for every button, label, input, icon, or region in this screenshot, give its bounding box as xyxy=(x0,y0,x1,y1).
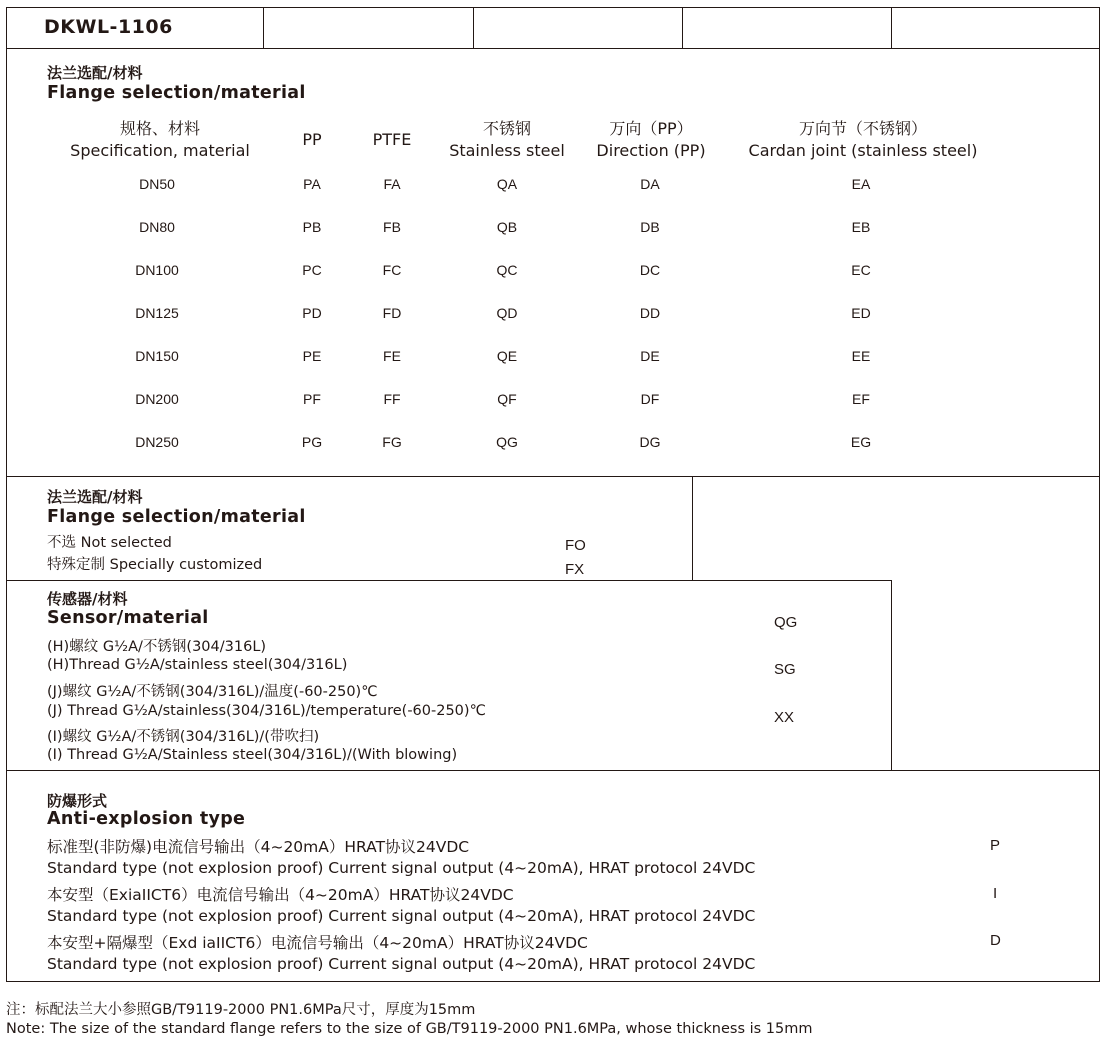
section-title-cn: 法兰选配/材料 xyxy=(47,64,143,82)
code-cell: EF xyxy=(852,391,870,407)
sensor-line: (I) Thread G½A/Stainless steel(304/316L)/(With blowing) xyxy=(47,747,458,763)
code-cell: FA xyxy=(383,176,401,192)
code-cell: QD xyxy=(496,305,518,321)
sensor-line: (J)螺纹 G½A/不锈钢(304/316L)/温度(-60-250)℃ xyxy=(47,684,378,700)
explosion-line-cn: 标准型(非防爆)电流信号输出（4~20mA）HRAT协议24VDC xyxy=(47,838,470,856)
code-cell: DA xyxy=(640,176,660,192)
code-cell: DF xyxy=(640,391,660,407)
sensor-code: QG xyxy=(774,614,798,631)
section-title-en: Flange selection/material xyxy=(47,507,306,527)
code-cell: EG xyxy=(850,434,872,450)
divider xyxy=(891,580,892,770)
code-cell: EC xyxy=(851,262,871,278)
explosion-line-en: Standard type (not explosion proof) Current signal output (4~20mA), HRAT protocol 24VDC xyxy=(47,907,756,925)
code-cell: QF xyxy=(497,391,517,407)
explosion-code: I xyxy=(993,885,998,902)
code-cell: FG xyxy=(382,434,402,450)
code-cell: EB xyxy=(851,219,871,235)
option-label: 不选 Not selected xyxy=(47,535,172,551)
section-title-cn: 防爆形式 xyxy=(47,792,108,810)
code-cell: FE xyxy=(383,348,401,364)
code-cell: QA xyxy=(496,176,518,192)
option-code: FO xyxy=(565,537,586,554)
section-title-en: Anti-explosion type xyxy=(47,809,246,829)
code-cell: FB xyxy=(383,219,401,235)
spec-cell: DN80 xyxy=(139,219,175,235)
code-cell: PD xyxy=(302,305,322,321)
divider xyxy=(6,476,1100,477)
spec-cell: DN125 xyxy=(135,305,179,321)
code-cell: PA xyxy=(303,176,321,192)
code-cell: PG xyxy=(301,434,323,450)
code-cell: QC xyxy=(496,262,518,278)
spec-cell: DN100 xyxy=(135,262,179,278)
code-cell: ED xyxy=(851,305,871,321)
column-header-pp: PP xyxy=(302,130,322,149)
spec-cell: DN200 xyxy=(135,391,179,407)
code-cell: FD xyxy=(382,305,402,321)
code-cell: DB xyxy=(640,219,660,235)
spec-cell: DN50 xyxy=(139,176,175,192)
divider xyxy=(6,48,1100,49)
spec-cell: DN150 xyxy=(135,348,179,364)
section-title-en: Sensor/material xyxy=(47,608,209,628)
code-cell: DC xyxy=(639,262,661,278)
explosion-code: D xyxy=(990,932,1001,949)
code-cell: FF xyxy=(383,391,401,407)
spec-cell: DN250 xyxy=(135,434,179,450)
section-title-cn: 法兰选配/材料 xyxy=(47,488,143,506)
code-cell: PB xyxy=(302,219,322,235)
option-code: FX xyxy=(565,561,585,578)
code-cell: PC xyxy=(302,262,322,278)
sensor-line: (I)螺纹 G½A/不锈钢(304/316L)/(带吹扫) xyxy=(47,729,320,745)
code-cell: DE xyxy=(640,348,660,364)
sensor-line: (J) Thread G½A/stainless(304/316L)/temperature(-60-250)℃ xyxy=(47,703,486,719)
note-cn: 注：标配法兰大小参照GB/T9119-2000 PN1.6MPa尺寸，厚度为15mm xyxy=(6,1002,476,1018)
section-title-cn: 传感器/材料 xyxy=(47,590,128,608)
explosion-line-cn: 本安型（ExiaIICT6）电流信号输出（4~20mA）HRAT协议24VDC xyxy=(47,886,514,904)
code-cell: PF xyxy=(303,391,321,407)
explosion-line-en: Standard type (not explosion proof) Current signal output (4~20mA), HRAT protocol 24VDC xyxy=(47,859,756,877)
divider xyxy=(263,7,264,48)
sensor-code: XX xyxy=(774,709,795,726)
divider xyxy=(6,580,892,581)
sensor-line: (H)Thread G½A/stainless steel(304/316L) xyxy=(47,657,348,673)
divider xyxy=(692,476,693,580)
column-header-stainless: 不锈钢 Stainless steel xyxy=(449,119,565,160)
column-header-spec: 规格、材料 Specification, material xyxy=(70,119,250,160)
code-cell: FC xyxy=(382,262,402,278)
section-title-en: Flange selection/material xyxy=(47,83,306,103)
code-cell: DD xyxy=(639,305,661,321)
model-number: DKWL-1106 xyxy=(44,16,173,38)
code-cell: QG xyxy=(496,434,518,450)
code-cell: DG xyxy=(639,434,661,450)
column-header-cardan: 万向节（不锈钢） Cardan joint (stainless steel) xyxy=(748,119,978,160)
option-label: 特殊定制 Specially customized xyxy=(47,557,263,573)
code-cell: QE xyxy=(496,348,518,364)
sensor-code: SG xyxy=(774,661,796,678)
sensor-line: (H)螺纹 G½A/不锈钢(304/316L) xyxy=(47,639,267,655)
divider xyxy=(891,7,892,48)
code-cell: PE xyxy=(302,348,322,364)
divider xyxy=(6,770,1100,771)
divider xyxy=(682,7,683,48)
code-cell: EA xyxy=(851,176,871,192)
explosion-line-cn: 本安型+隔爆型（Exd iaIICT6）电流信号输出（4~20mA）HRAT协议24VDC xyxy=(47,934,588,952)
note-en: Note: The size of the standard flange refers to the size of GB/T9119-2000 PN1.6MPa, whose thickness is 15mm xyxy=(6,1021,813,1037)
column-header-direction: 万向（PP） Direction (PP) xyxy=(596,119,706,160)
column-header-ptfe: PTFE xyxy=(372,130,412,149)
explosion-line-en: Standard type (not explosion proof) Current signal output (4~20mA), HRAT protocol 24VDC xyxy=(47,955,756,973)
divider xyxy=(473,7,474,48)
code-cell: QB xyxy=(496,219,518,235)
explosion-code: P xyxy=(990,837,1001,854)
code-cell: EE xyxy=(851,348,871,364)
